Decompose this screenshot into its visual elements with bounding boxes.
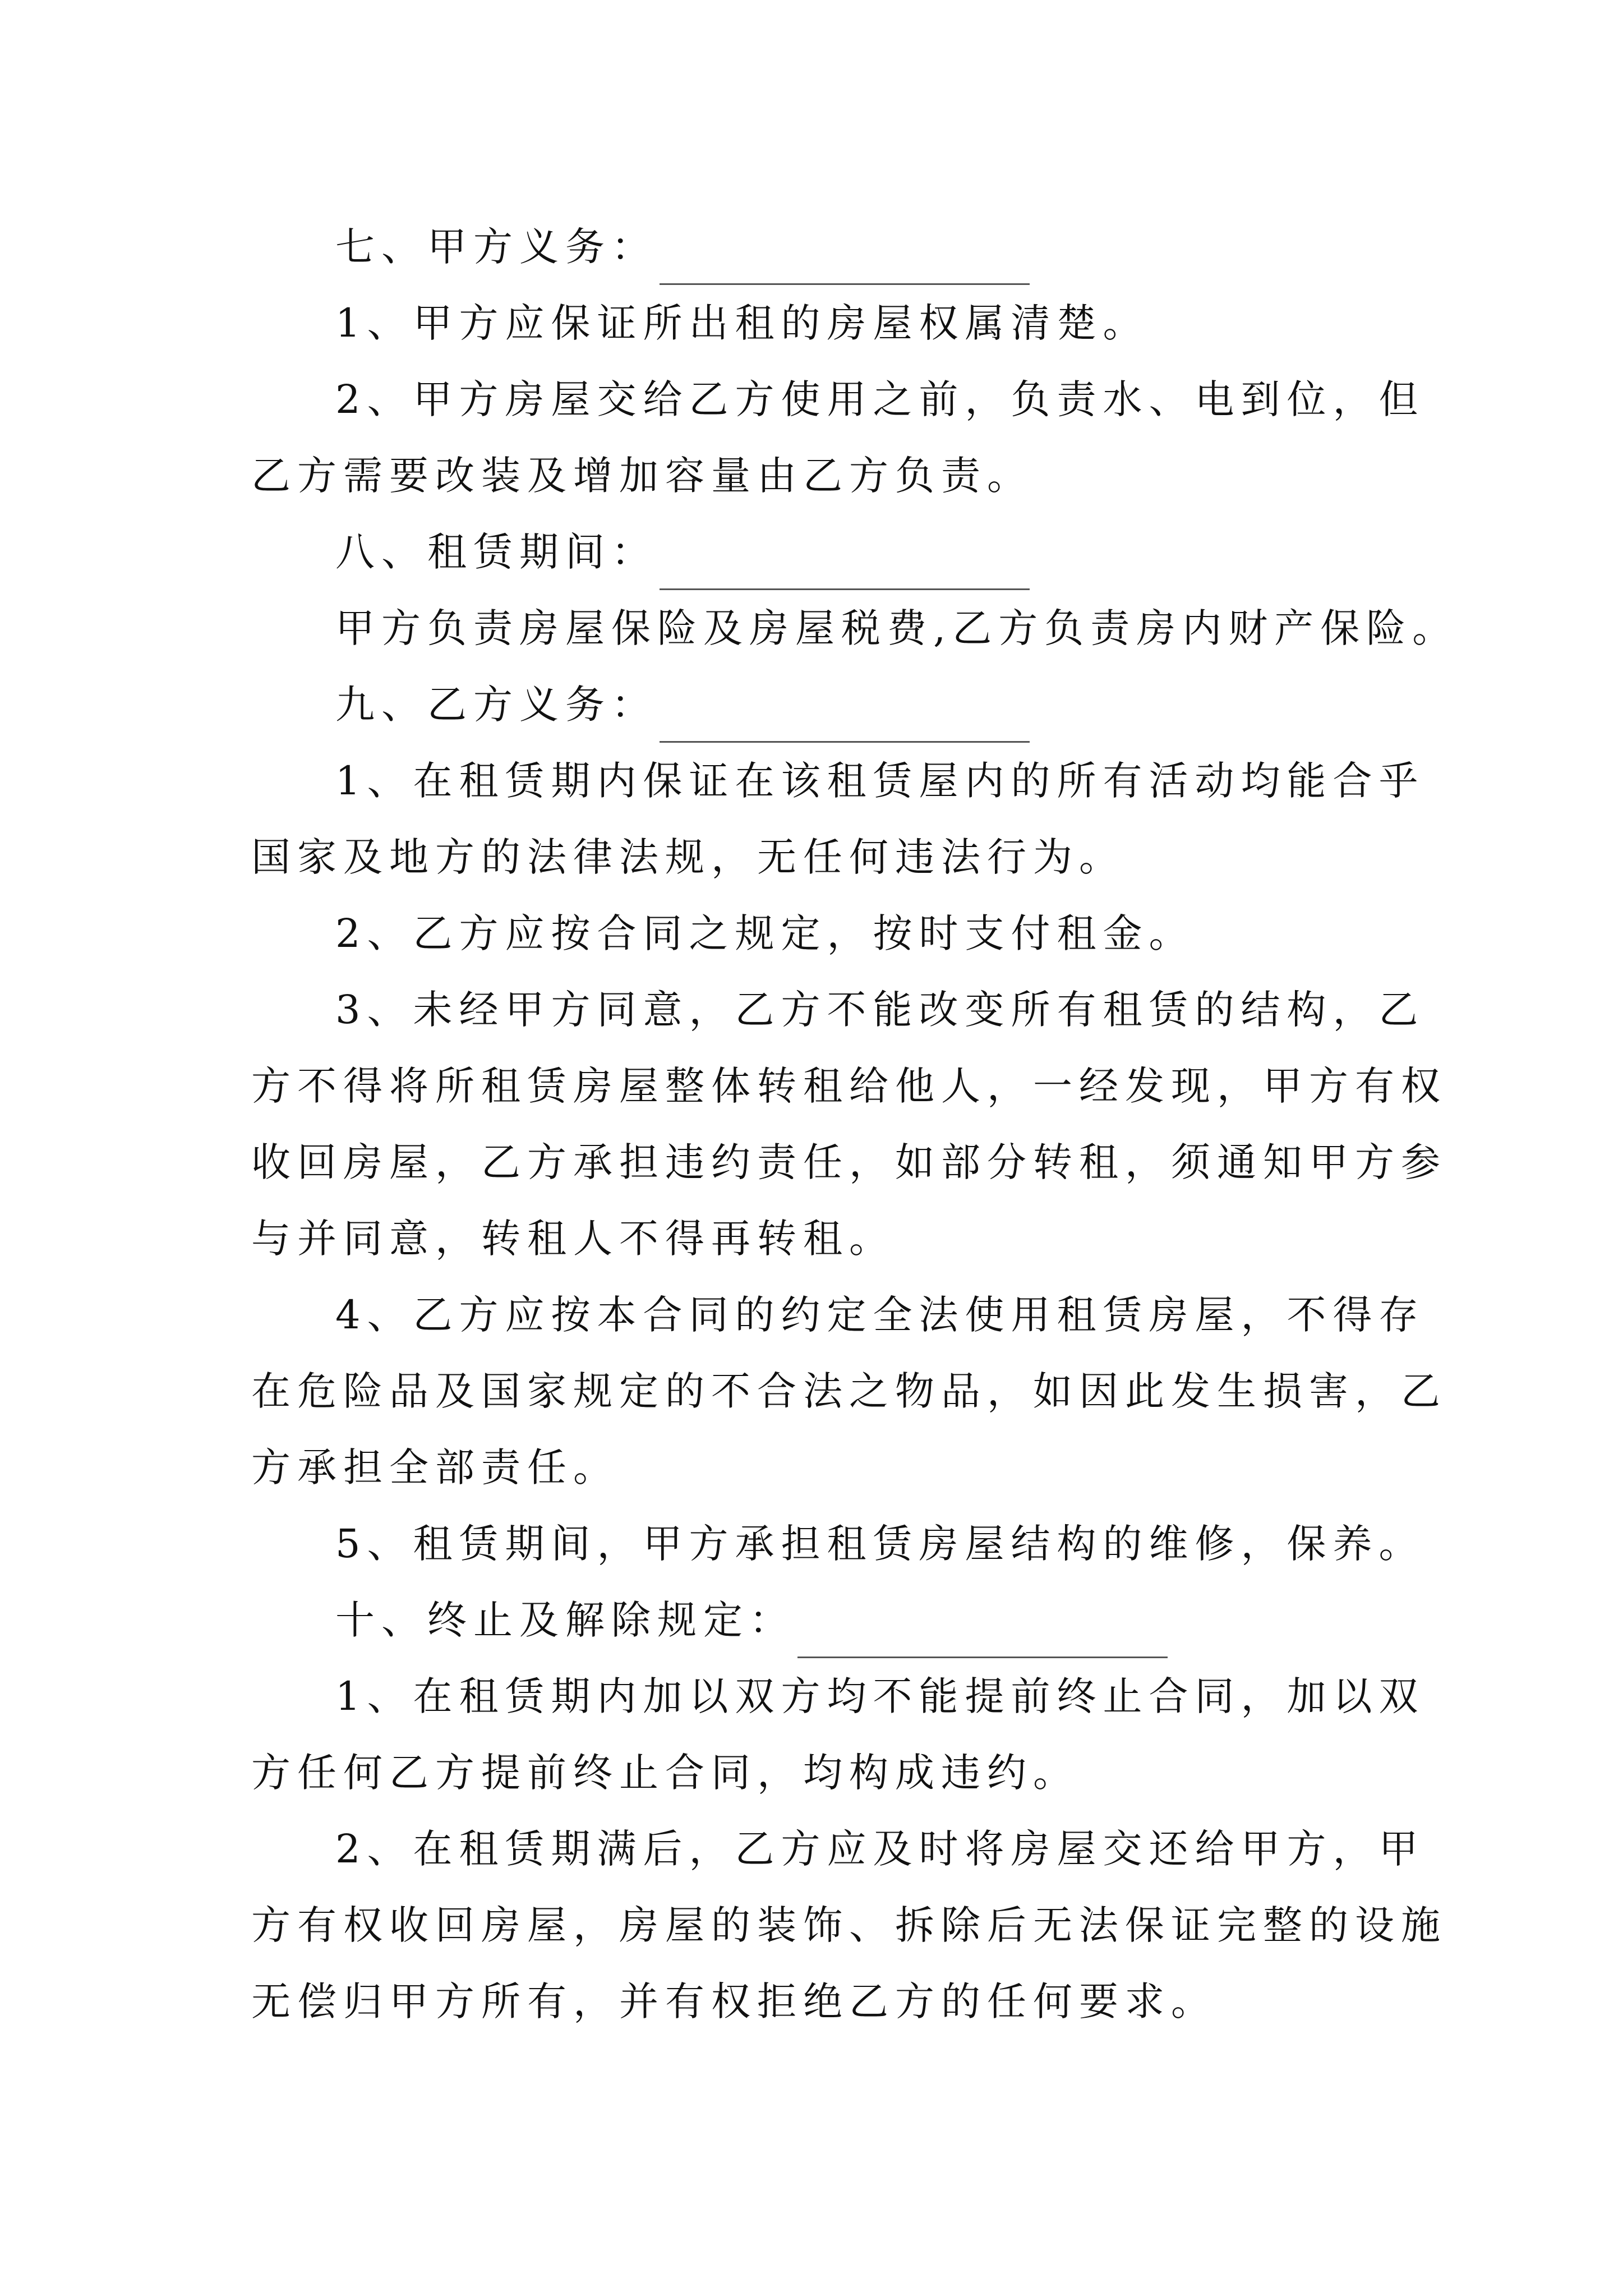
- heading-text: 十、终止及解除规定：: [335, 1597, 795, 1643]
- section-heading-obligations-party-a: [251, 209, 1390, 285]
- fill-in-blank: [660, 548, 1030, 590]
- paragraph-line: 2、甲方房屋交给乙方使用之前，负责水、电到位，但: [335, 376, 1425, 422]
- section-heading-obligations-party-b: [251, 666, 1390, 743]
- paragraph-line: 方有权收回房屋，房屋的装饰、拆除后无法保证完整的设施: [251, 1902, 1447, 1948]
- paragraph-line: 方承担全部责任。: [251, 1444, 619, 1490]
- paragraph-line: 乙方需要改装及增加容量由乙方负责。: [251, 453, 1033, 499]
- section-heading-termination: [251, 1582, 1390, 1658]
- fill-in-blank: [797, 1616, 1168, 1658]
- paragraph-line: 国家及地方的法律法规，无任何违法行为。: [251, 834, 1125, 880]
- paragraph-line: 在危险品及国家规定的不合法之物品，如因此发生损害，乙: [251, 1368, 1447, 1414]
- paragraph-line: 1、甲方应保证所出租的房屋权属清楚。: [335, 300, 1149, 346]
- paragraph-line: 2、乙方应按合同之规定，按时支付租金。: [335, 910, 1195, 956]
- paragraph-line: 与并同意，转租人不得再转租。: [251, 1216, 895, 1262]
- heading-text: 九、乙方义务：: [335, 682, 657, 728]
- paragraph-line: 1、在租赁期内加以双方均不能提前终止合同，加以双: [335, 1673, 1425, 1719]
- fill-in-blank: [660, 701, 1030, 743]
- fill-in-blank: [660, 243, 1030, 285]
- paragraph-line: 4、乙方应按本合同的约定全法使用租赁房屋，不得存: [335, 1292, 1425, 1338]
- heading-text: 八、租赁期间：: [335, 529, 657, 575]
- paragraph-line: 3、未经甲方同意，乙方不能改变所有租赁的结构，乙: [335, 987, 1425, 1033]
- paragraph-line: 方任何乙方提前终止合同，均构成违约。: [251, 1750, 1079, 1796]
- document-body: [251, 209, 1459, 2040]
- section-heading-lease-period: [251, 514, 1390, 590]
- paragraph-line: 2、在租赁期满后，乙方应及时将房屋交还给甲方，甲: [335, 1826, 1425, 1872]
- paragraph-line: 1、在租赁期内保证在该租赁屋内的所有活动均能合乎: [335, 758, 1425, 804]
- paragraph-line: 收回房屋，乙方承担违约责任，如部分转租，须通知甲方参: [251, 1139, 1447, 1185]
- paragraph-line: 甲方负责房屋保险及房屋税费,乙方负责房内财产保险。: [335, 605, 1459, 651]
- paragraph-line: 无偿归甲方所有，并有权拒绝乙方的任何要求。: [251, 1978, 1217, 2024]
- paragraph-line: 方不得将所租赁房屋整体转租给他人，一经发现，甲方有权: [251, 1063, 1447, 1109]
- heading-text: 七、甲方义务：: [335, 224, 657, 270]
- paragraph-line: 5、租赁期间，甲方承担租赁房屋结构的维修，保养。: [335, 1521, 1425, 1567]
